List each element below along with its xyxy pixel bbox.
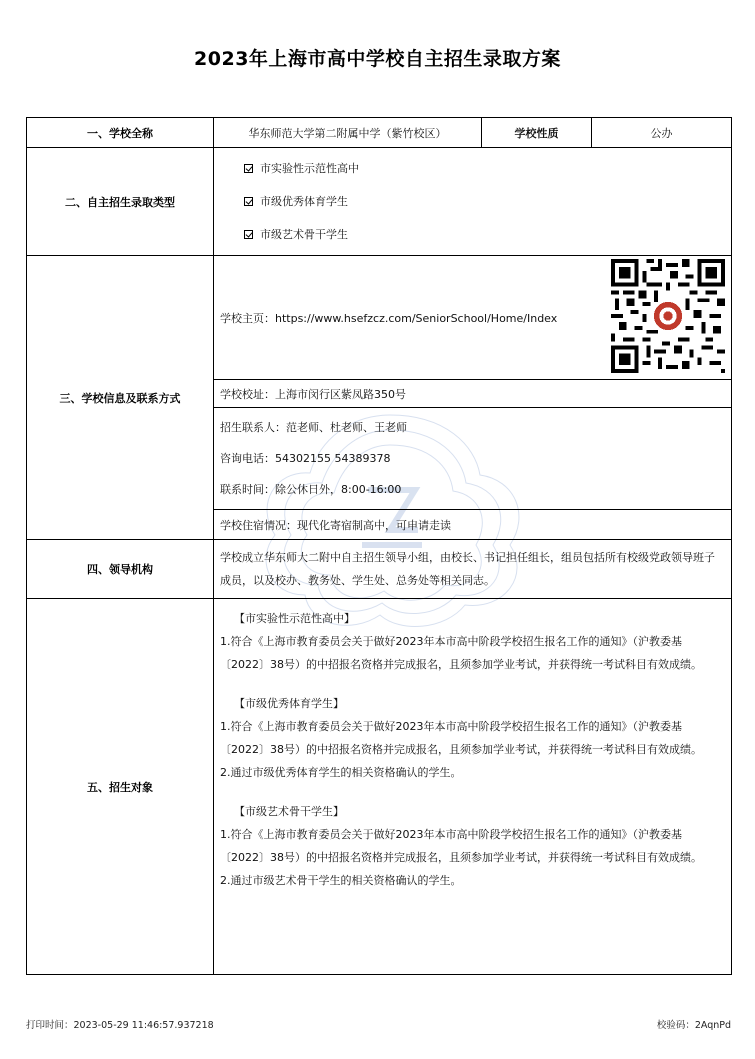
verify-code: 校验码：2AqnPd	[656, 1020, 731, 1031]
admission-contacts: 招生联系人：范老师、杜老师、王老师	[220, 421, 407, 434]
admission-type-label: 市级艺术骨干学生	[260, 228, 348, 241]
school-address: 学校校址：上海市闵行区紫凤路350号	[214, 380, 732, 408]
admission-types-list	[214, 148, 732, 256]
contact-hours: 联系时间：除公休日外，8:00-16:00	[220, 483, 402, 496]
admission-type-label: 市实验性示范性高中	[260, 162, 359, 175]
admission-type-item	[244, 152, 731, 185]
admission-type-item	[244, 185, 731, 218]
label-school-nature: 学校性质	[482, 118, 592, 148]
checked-box-icon	[244, 164, 253, 173]
school-name-value: 华东师范大学第二附属中学（紫竹校区）	[214, 118, 482, 148]
qr-code-icon	[611, 259, 725, 373]
school-homepage: 学校主页：https://www.hsefzcz.com/SeniorSchool/Home/Index	[220, 311, 558, 325]
page-title: 2023年上海市高中学校自主招生录取方案	[194, 48, 561, 70]
admission-table	[26, 117, 732, 975]
label-school-name: 一、学校全称	[27, 118, 214, 148]
boarding-info: 学校住宿情况：现代化寄宿制高中，可申请走读	[214, 510, 732, 540]
section-heading: 【市实验性示范性高中】	[234, 612, 355, 625]
admission-type-label: 市级优秀体育学生	[260, 195, 348, 208]
label-leadership: 四、领导机构	[27, 540, 214, 599]
section-item: 2.通过市级优秀体育学生的相关资格确认的学生。	[220, 766, 462, 779]
checked-box-icon	[244, 197, 253, 206]
leadership-text: 学校成立华东师大二附中自主招生领导小组，由校长、书记担任组长，组员包括所有校级党政领导班子成员，以及校办、教务处、学生处、总务处等相关同志。	[214, 540, 732, 599]
checked-box-icon	[244, 230, 253, 239]
label-admission-targets: 五、招生对象	[27, 599, 214, 975]
section-item: 2.通过市级艺术骨干学生的相关资格确认的学生。	[220, 874, 462, 887]
section-heading: 【市级优秀体育学生】	[234, 697, 344, 710]
inquiry-phone: 咨询电话：54302155 54389378	[220, 452, 391, 465]
contact-info	[214, 408, 732, 510]
section-item: 1.符合《上海市教育委员会关于做好2023年本市高中阶段学校招生报名工作的通知》（沪教委基〔2022〕38号）的中招报名资格并完成报名，且须参加学业考试，并获得统一考试科目有效成绩。	[220, 828, 702, 864]
label-admission-types: 二、自主招生录取类型	[27, 148, 214, 256]
admission-type-item	[244, 218, 731, 251]
print-time: 打印时间：2023-05-29 11:46:57.937218	[26, 1020, 214, 1031]
section-heading: 【市级艺术骨干学生】	[234, 805, 344, 818]
homepage-cell	[214, 256, 732, 380]
section-item: 1.符合《上海市教育委员会关于做好2023年本市高中阶段学校招生报名工作的通知》（沪教委基〔2022〕38号）的中招报名资格并完成报名，且须参加学业考试，并获得统一考试科目有效成绩。	[220, 720, 702, 756]
label-school-info: 三、学校信息及联系方式	[27, 256, 214, 540]
school-nature-value: 公办	[592, 118, 732, 148]
admission-targets	[214, 599, 732, 975]
section-item: 1.符合《上海市教育委员会关于做好2023年本市高中阶段学校招生报名工作的通知》（沪教委基〔2022〕38号）的中招报名资格并完成报名，且须参加学业考试，并获得统一考试科目有效成绩。	[220, 635, 702, 671]
